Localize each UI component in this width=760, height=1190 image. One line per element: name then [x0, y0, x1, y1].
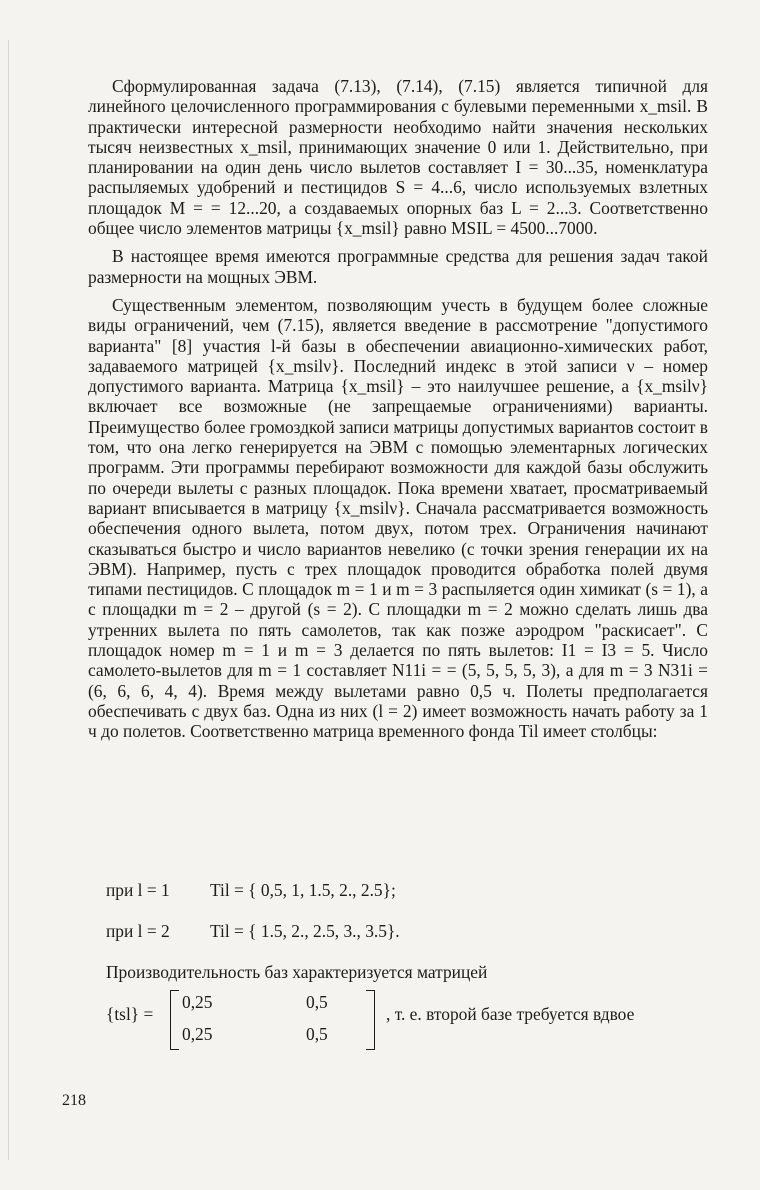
paragraph-3: Существенным элементом, позволяющим учесть в будущем более сложные виды ограничений, чем (7.15), является введение в рассмотрение "допустимого варианта" [8] участия l-й базы в обеспечении авиационно-химических работ, задаваемого матрицей {x_msilν}. Последний индекс в этой записи ν – номер допустимого варианта. Матрица {x_msil} – это наилучшее решение, а {x_msilν} включает все возможные (не запрещаемые ограничениями) варианты. Преимущество более громоздкой записи матрицы допустимых вариантов состоит в том, что она легко генерируется на ЭВМ с помощью элементарных логических программ. Эти программы перебирают возможности для каждой базы обслужить по очереди вылеты с разных площадок. Пока времени хватает, просматриваемый вариант вписывается в матрицу {x_msilν}. Сначала рассматривается возможность обеспечения одного вылета, потом двух, потом трех. Ограничения начинают сказываться быстро и число вариантов невелико (с точки зрения генерации их на ЭВМ). Например, пусть с трех площадок проводится обработка полей двумя типами пестицидов. С площадок m = 1 и m = 3 распыляется один химикат (s = 1), а с площадки m = 2 – другой (s = 2). С площадки m = 2 можно сделать лишь два утренних вылета по пять самолетов, так как позже аэродром "раскисает". С площадок номер m = 1 и m = 3 делается по пять вылетов: I1 = I3 = 5. Число самолето-вылетов для m = 1 составляет N11i = = (5, 5, 5, 5, 3), а для m = 3 N31i = (6, 6, 6, 4, 4). Время между вылетами равно 0,5 ч. Полеты предполагается обеспечивать с двух баз. Одна из них (l = 2) имеет возможность начать работу за 1 ч до полетов. Соответственно матрица временного фонда Til имеет столбцы: [88, 294, 708, 742]
paragraph-2: В настоящее время имеются программные средства для решения задач такой размерности на мощных ЭВМ. [88, 246, 708, 287]
matrix-cell: 0,25 [182, 1024, 213, 1044]
formula-l2-expr: Til = { 1.5, 2., 2.5, 3., 3.5}. [210, 921, 400, 941]
matrix-cell: 0,5 [306, 1024, 328, 1044]
matrix-left-bracket [170, 990, 179, 1050]
formula-l2 [106, 921, 400, 942]
formula-l2-label: при l = 2 [106, 921, 170, 941]
matrix-lhs: {tsl} = [106, 1004, 154, 1024]
matrix-right-bracket [366, 990, 375, 1050]
matrix-cell: 0,25 [182, 992, 213, 1012]
matrix-cell: 0,5 [306, 992, 328, 1012]
formula-l1-expr: Til = { 0,5, 1, 1.5, 2., 2.5}; [210, 880, 396, 900]
formula-l1-label: при l = 1 [106, 880, 170, 900]
page-number: 218 [62, 1092, 86, 1109]
paragraph-1: Сформулированная задача (7.13), (7.14), (7.15) является типичной для линейного целочисленного программирования с булевыми переменными x_msil. В практически интересной размерности необходимо найти значения нескольких тысяч неизвестных x_msil, принимающих значение 0 или 1. Действительно, при планировании на один день число вылетов составляет I = 30...35, номенклатура распыляемых удобрений и пестицидов S = 4...6, число используемых взлетных площадок M = = 12...20, а создаваемых опорных баз L = 2...3. Соответственно общее число элементов матрицы {x_msil} равно MSIL = 4500...7000. [88, 76, 708, 239]
productivity-line: Производительность баз характеризуется матрицей [106, 962, 488, 982]
formula-l1 [106, 880, 396, 901]
matrix-tail-text: , т. е. второй базе требуется вдвое [386, 1004, 635, 1024]
productivity-matrix [106, 990, 706, 1050]
scan-margin-line [8, 40, 9, 1160]
body-text [88, 76, 708, 750]
